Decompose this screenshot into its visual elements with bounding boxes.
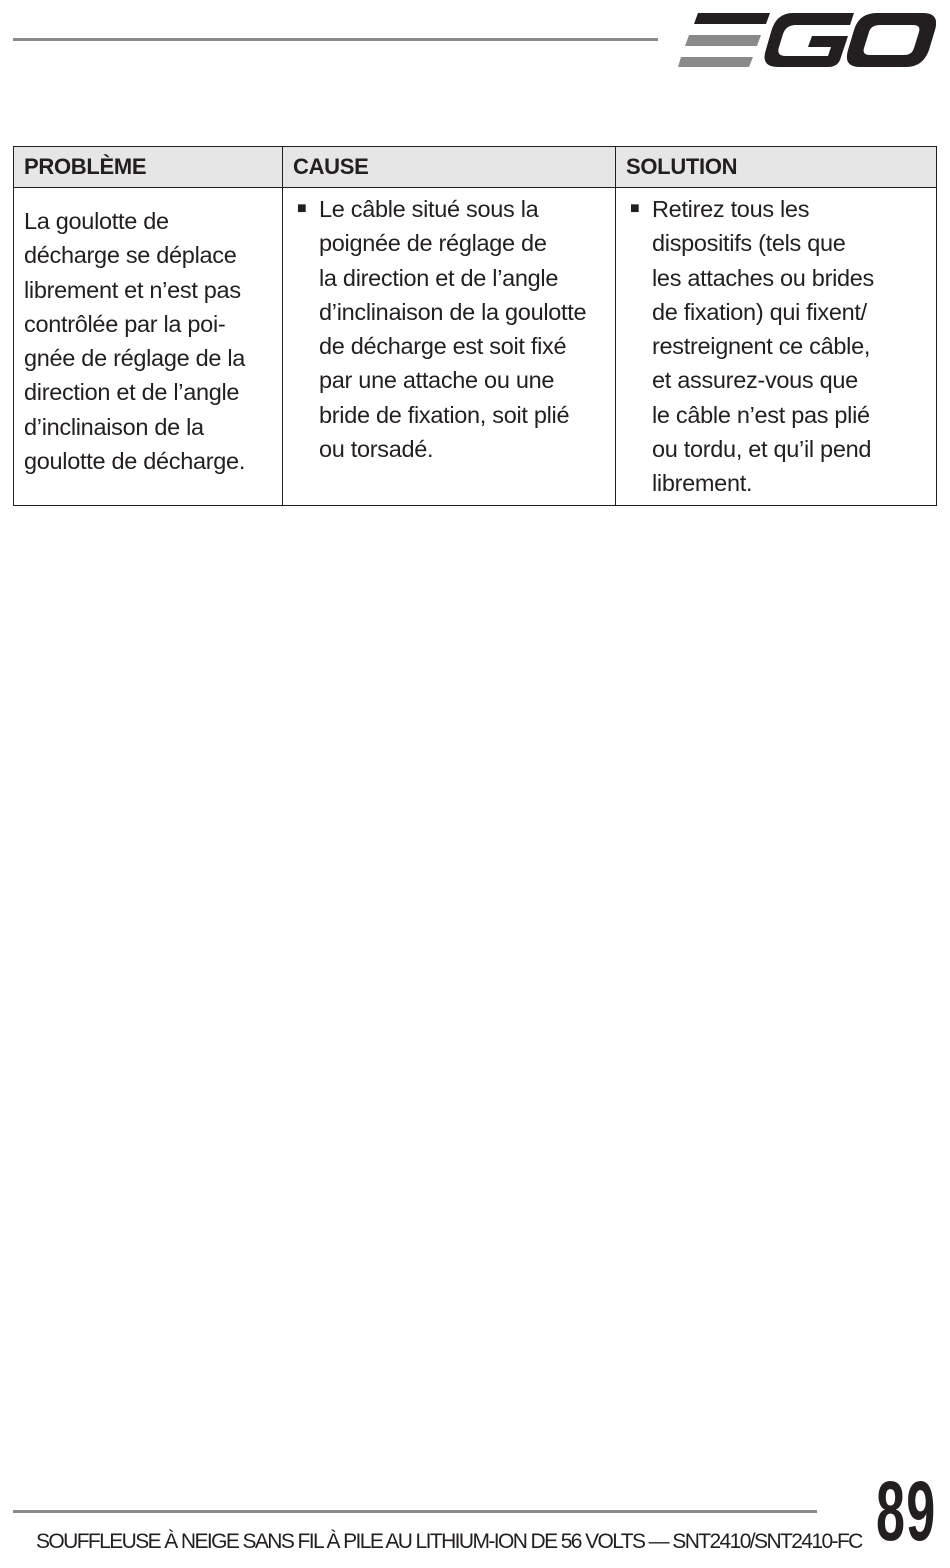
solution-line: les attaches ou brides bbox=[652, 264, 875, 291]
problem-line: gnée de réglage de la bbox=[24, 345, 246, 372]
problem-cell bbox=[14, 188, 283, 506]
footer-title: SOUFFLEUSE À NEIGE SANS FIL À PILE AU LITHIUM-ION DE 56 VOLTS — SNT2410/SNT2410-FC bbox=[36, 1530, 862, 1553]
square-bullet-icon: ■ bbox=[630, 200, 640, 217]
solution-cell bbox=[616, 188, 937, 506]
solution-line: librement. bbox=[652, 470, 753, 497]
page-number: 89 bbox=[875, 1464, 936, 1558]
logo-letter-o bbox=[847, 13, 936, 67]
cause-line: de décharge est soit fixé bbox=[319, 333, 567, 360]
solution-line: et assurez-vous que bbox=[652, 367, 858, 394]
table-row bbox=[14, 188, 937, 506]
solution-line: Retirez tous les bbox=[652, 196, 810, 222]
solution-bullet-item bbox=[626, 192, 928, 501]
cause-line: ou torsadé. bbox=[319, 436, 434, 463]
problem-line: d’inclinaison de la bbox=[24, 413, 204, 440]
problem-line: librement et n’est pas bbox=[24, 276, 241, 303]
square-bullet-icon: ■ bbox=[297, 200, 307, 217]
header-solution: SOLUTION bbox=[616, 147, 937, 188]
table-header-row bbox=[14, 147, 937, 188]
cause-line: la direction et de l’angle bbox=[319, 264, 559, 291]
cause-line: par une attache ou une bbox=[319, 367, 555, 394]
solution-line: dispositifs (tels que bbox=[652, 230, 846, 257]
cause-cell bbox=[283, 188, 616, 506]
footer-rule bbox=[13, 1510, 817, 1513]
header-problem: PROBLÈME bbox=[14, 147, 283, 188]
solution-line: de fixation) qui fixent/ bbox=[652, 298, 867, 325]
logo-letter-g bbox=[765, 13, 854, 67]
problem-line: contrôlée par la poi- bbox=[24, 310, 226, 337]
cause-bullet-item bbox=[293, 192, 607, 466]
cause-line: d’inclinaison de la goulotte bbox=[319, 298, 587, 325]
solution-line: le câble n’est pas plié bbox=[652, 401, 870, 428]
cause-line: Le câble situé sous la bbox=[319, 196, 539, 222]
logo-letter-e bbox=[678, 13, 770, 67]
header-rule bbox=[13, 38, 658, 41]
problem-line: décharge se déplace bbox=[24, 242, 237, 269]
solution-line: restreignent ce câble, bbox=[652, 333, 871, 360]
troubleshooting-table bbox=[13, 146, 937, 506]
problem-line: La goulotte de bbox=[24, 208, 169, 234]
header-cause: CAUSE bbox=[283, 147, 616, 188]
solution-line: ou tordu, et qu’il pend bbox=[652, 436, 872, 463]
cause-line: poignée de réglage de bbox=[319, 230, 547, 257]
cause-line: bride de fixation, soit plié bbox=[319, 401, 570, 428]
problem-line: goulotte de décharge. bbox=[24, 448, 246, 475]
problem-line: direction et de l’angle bbox=[24, 379, 240, 406]
ego-logo bbox=[678, 10, 936, 70]
